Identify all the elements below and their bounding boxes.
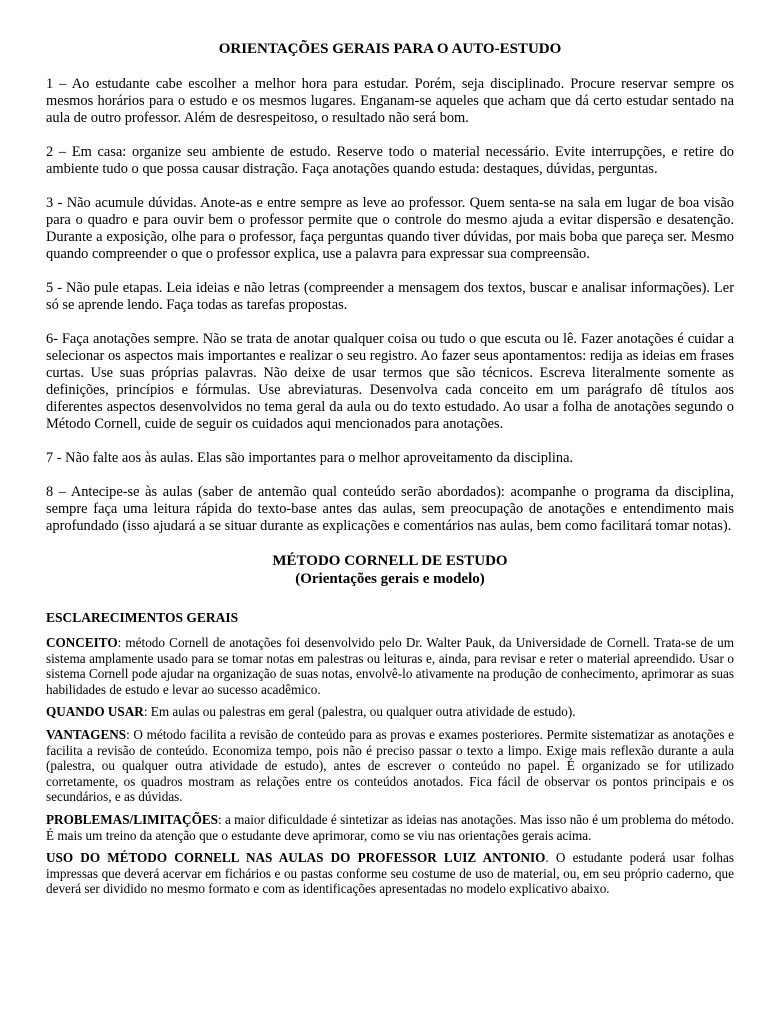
entry-quando-usar (46, 704, 734, 720)
section-title: MÉTODO CORNELL DE ESTUDO (272, 553, 508, 569)
guideline-1: 1 – Ao estudante cabe escolher a melhor hora para estudar. Porém, seja disciplinado. Procure reservar sempre os mesmos horários para o estudo e os mesmos lugares. Enganam-se aqueles que acham que dá certo estudar sentado na aula de outro professor. Além de desrespeitoso, o resultado não será bom. (46, 76, 734, 126)
guideline-5: 5 - Não pule etapas. Leia ideias e não letras (compreender a mensagem dos textos, buscar e analisar informações). Ler só se aprende lendo. Faça todas as tarefas propostas. (46, 280, 734, 313)
entry-text: . O estudante poderá usar folhas impressas que deverá acervar em fichários e ou pastas conforme seu costume de uso de material, ou, em seu próprio caderno, que deverá ser dividido no mesmo formato e com as identificações apresentadas no modelo explicativo abaixo. (46, 850, 734, 897)
entry-conceito (46, 635, 734, 697)
entry-vantagens (46, 727, 734, 805)
entry-term: USO DO MÉTODO CORNELL NAS AULAS DO PROFESSOR LUIZ ANTONIO (46, 850, 546, 866)
entry-text: : a maior dificuldade é sintetizar as ideias nas anotações. Mas isso não é um problema do método. É mais um treino da atenção que o estudante deve aprimorar, como se viu nas orientações gerais acima. (46, 811, 734, 843)
guideline-2: 2 – Em casa: organize seu ambiente de estudo. Reserve todo o material necessário. Evite interrupções, e retire do ambiente tudo o que possa causar distração. Faça anotações quando estuda: destaques, dúvidas, perguntas. (46, 144, 734, 177)
page-title: ORIENTAÇÕES GERAIS PARA O AUTO-ESTUDO (218, 41, 562, 57)
document-page (46, 40, 734, 904)
guideline-7: 7 - Não falte aos às aulas. Elas são importantes para o melhor aproveitamento da disciplina. (46, 450, 574, 466)
entry-text: : método Cornell de anotações foi desenvolvido pelo Dr. Walter Pauk, da Universidade de Cornell. Trata-se de um sistema amplamente usado para se tomar notas em palestras ou leituras e, ainda, para revisar e reter o material apreendido. Usar o sistema Cornell pode ajudar na organização de suas notas, envolvê-lo ativamente na produção de conhecimento, aprimorar as suas habilidades de estudo e levar ao sucesso acadêmico. (46, 635, 734, 697)
section-subtitle: (Orientações gerais e modelo) (295, 571, 485, 587)
entry-term: VANTAGENS (46, 726, 127, 742)
subsection-heading: ESCLARECIMENTOS GERAIS (46, 610, 239, 625)
entry-term: CONCEITO (46, 635, 118, 650)
entry-uso (46, 850, 734, 897)
entry-text: : O método facilita a revisão de conteúdo para as provas e exames posteriores. Permite sistematizar as anotações e facilita a revisão de conteúdo. Economiza tempo, pois não é preciso passar o texto a limpo. Exige mais reflexão durante a aula (palestra, ou qualquer outra atividade de estudo), antes de escrever o conteúdo no papel. É organizado se for utilizado corretamente, os quadros mostram as relações entre os conteúdos anotados. Fica fácil de observar os pontos principais e os secundários, e as dúvidas. (46, 726, 734, 805)
guideline-8: 8 – Antecipe-se às aulas (saber de antemão qual conteúdo serão abordados): acompanhe o programa da disciplina, sempre faça uma leitura rápida do texto-base antes das aulas, sem preocupação de anotações e entendimento mais aprofundado (isso ajudará a se situar durante as explicações e comentários nas aulas, bem como facilitará tomar notas). (46, 484, 734, 534)
guideline-3: 3 - Não acumule dúvidas. Anote-as e entre sempre as leve ao professor. Quem senta-se na sala em lugar de boa visão para o quadro e para ouvir bem o professor permite que o controle do mesmo ajuda a evitar dispersão e desatenção. Durante a exposição, olhe para o professor, faça perguntas quando tiver dúvidas, por mais boba que pareça ser. Mesmo quando compreender o que o professor explica, use a palavra para expressar sua compreensão. (46, 195, 734, 262)
guideline-6: 6- Faça anotações sempre. Não se trata de anotar qualquer coisa ou tudo o que escuta ou lê. Fazer anotações é cuidar a selecionar os aspectos mais importantes e realizar o seu registro. Ao fazer seus apontamentos: redija as ideias em frases curtas. Use suas próprias palavras. Não deixe de usar termos que são técnicos. Escreva literalmente somente as definições, princípios e fórmulas. Use abreviaturas. Desenvolva cada conceito em um parágrafo dê títulos aos diferentes aspectos desenvolvidos no tema geral da aula ou do texto estudado. Ao usar a folha de anotações segundo o Método Cornell, cuide de seguir os cuidados aqui mencionados para anotações. (46, 331, 734, 432)
entry-term: QUANDO USAR (46, 704, 144, 720)
entry-term: PROBLEMAS/LIMITAÇÕES (46, 811, 218, 827)
entry-problemas (46, 812, 734, 843)
entry-text: : Em aulas ou palestras em geral (palestra, ou qualquer outra atividade de estudo). (143, 704, 576, 720)
